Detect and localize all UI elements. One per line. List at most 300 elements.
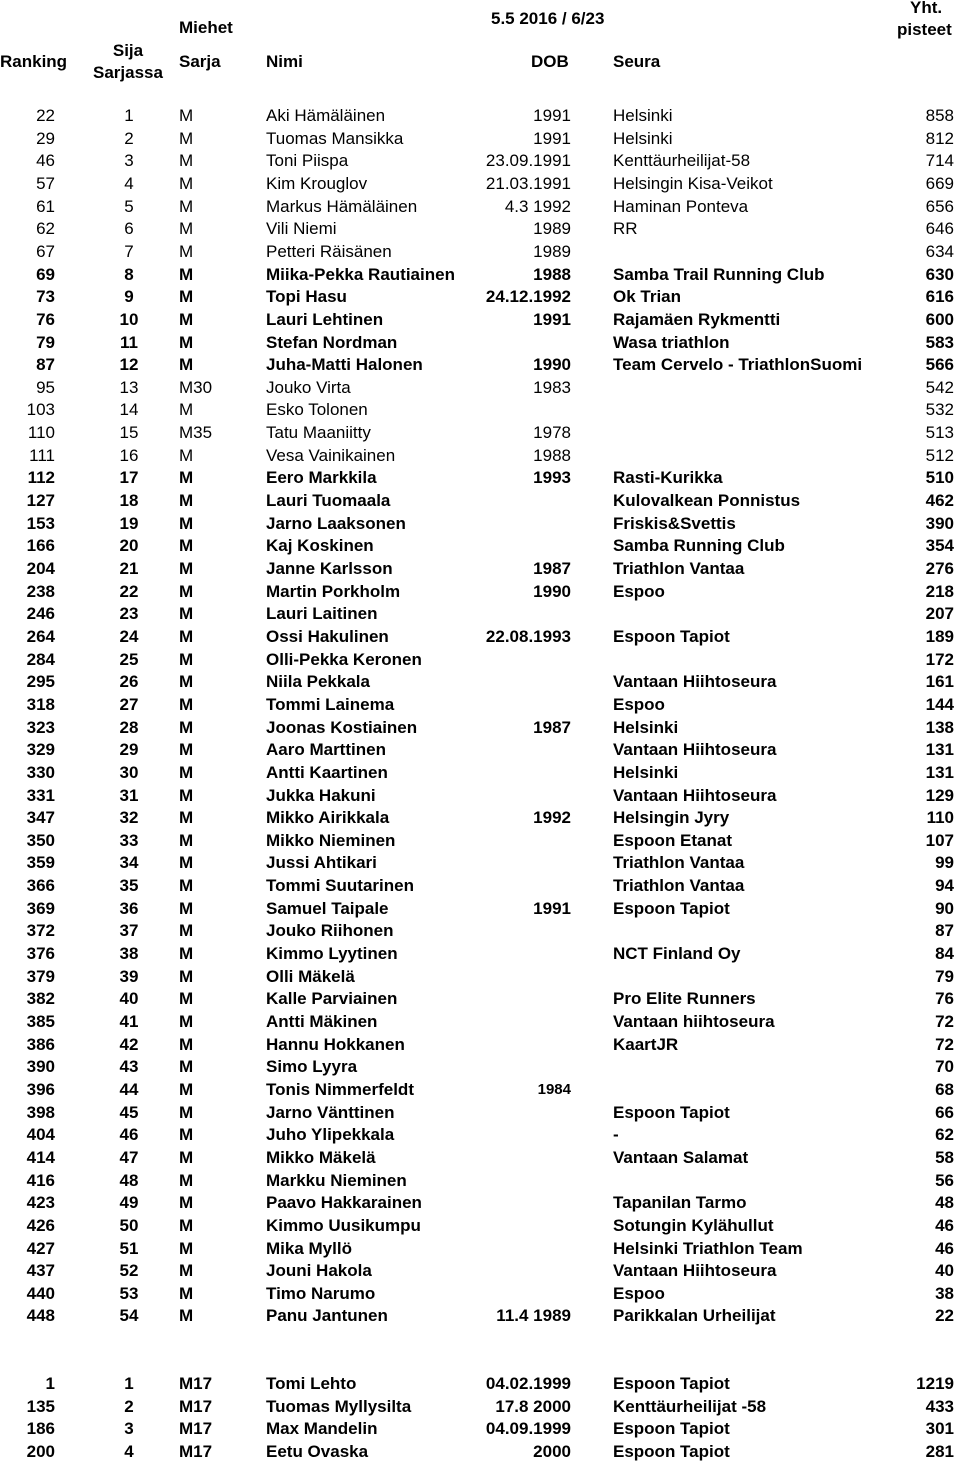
sija-cell: 6 [113,218,145,241]
sarja-cell: M [179,717,193,740]
name-cell: Antti Mäkinen [266,1011,377,1034]
club-cell: Helsinki [613,128,673,151]
ranking-cell: 69 [36,264,55,287]
sarja-cell: M [179,1305,193,1328]
dob-cell: 04.09.1999 [486,1418,571,1441]
sija-cell: 2 [113,1396,145,1419]
sija-cell: 10 [113,309,145,332]
name-cell: Mikko Nieminen [266,830,395,853]
dob-cell: 1989 [533,218,571,241]
sija-cell: 26 [113,671,145,694]
club-cell: Espoo [613,1283,665,1306]
sija-cell: 7 [113,241,145,264]
dob-cell: 1987 [533,717,571,740]
sija-cell: 24 [113,626,145,649]
ranking-cell: 110 [28,422,55,445]
table-row [0,467,960,490]
sija-cell: 12 [113,354,145,377]
dob-cell: 1993 [533,467,571,490]
name-cell: Kimmo Lyytinen [266,943,398,966]
ranking-cell: 437 [27,1260,55,1283]
points-cell: 48 [935,1192,954,1215]
sarja-cell: M [179,581,193,604]
name-cell: Lauri Lehtinen [266,309,383,332]
ranking-cell: 204 [27,558,55,581]
points-cell: 512 [926,445,954,468]
sarja-cell: M [179,626,193,649]
sarja-cell: M [179,241,193,264]
dob-cell: 4.3 1992 [505,196,571,219]
ranking-cell: 76 [36,309,55,332]
sarja-cell: M [179,535,193,558]
club-cell: Helsingin Kisa-Veikot [613,173,773,196]
table-row [0,649,960,672]
column-header-sarjassa: Sarjassa [88,63,168,83]
sarja-cell: M [179,603,193,626]
sarja-cell: M [179,898,193,921]
ranking-cell: 22 [36,105,55,128]
sija-cell: 41 [113,1011,145,1034]
club-cell: Vantaan hiihtoseura [613,1011,775,1034]
sija-cell: 48 [113,1170,145,1193]
sarja-cell: M [179,1034,193,1057]
ranking-cell: 386 [27,1034,55,1057]
sarja-cell: M30 [179,377,212,400]
table-row [0,150,960,173]
points-cell: 513 [926,422,954,445]
ranking-cell: 390 [27,1056,55,1079]
sija-cell: 17 [113,467,145,490]
column-header-sarja: Sarja [179,52,221,72]
table-row [0,898,960,921]
club-cell: Helsinki [613,762,678,785]
club-cell: Team Cervelo - TriathlonSuomi [613,354,862,377]
sarja-cell: M [179,173,193,196]
club-cell: Helsinki Triathlon Team [613,1238,803,1261]
name-cell: Max Mandelin [266,1418,377,1441]
points-cell: 99 [935,852,954,875]
points-cell: 858 [926,105,954,128]
dob-cell: 1978 [533,422,571,445]
table-row [0,128,960,151]
club-cell: Helsingin Jyry [613,807,729,830]
dob-cell: 24.12.1992 [486,286,571,309]
ranking-cell: 135 [27,1396,55,1419]
sija-cell: 1 [113,1373,145,1396]
table-row [0,875,960,898]
ranking-cell: 238 [27,581,55,604]
sarja-cell: M [179,1215,193,1238]
club-cell: Triathlon Vantaa [613,852,744,875]
points-cell: 144 [926,694,954,717]
sarja-cell: M [179,1056,193,1079]
sija-cell: 19 [113,513,145,536]
sija-cell: 31 [113,785,145,808]
points-cell: 38 [935,1283,954,1306]
table-row [0,558,960,581]
name-cell: Olli Mäkelä [266,966,355,989]
table-row [0,1283,960,1306]
table-row [0,1215,960,1238]
sarja-cell: M [179,1011,193,1034]
table-row [0,241,960,264]
ranking-cell: 103 [27,399,55,422]
club-cell: Kenttäurheilijat-58 [613,150,750,173]
dob-cell: 21.03.1991 [486,173,571,196]
points-cell: 84 [935,943,954,966]
dob-cell: 1988 [533,264,571,287]
name-cell: Toni Piispa [266,150,348,173]
name-cell: Jukka Hakuni [266,785,376,808]
name-cell: Juho Ylipekkala [266,1124,394,1147]
club-cell: Espoo [613,581,665,604]
sarja-cell: M17 [179,1373,212,1396]
sija-cell: 14 [113,399,145,422]
sija-cell: 37 [113,920,145,943]
name-cell: Niila Pekkala [266,671,370,694]
points-cell: 87 [935,920,954,943]
points-cell: 390 [926,513,954,536]
sarja-cell: M [179,1124,193,1147]
name-cell: Vesa Vainikainen [266,445,395,468]
name-cell: Panu Jantunen [266,1305,388,1328]
table-row [0,173,960,196]
table-row [0,422,960,445]
ranking-cell: 329 [27,739,55,762]
ranking-cell: 46 [36,150,55,173]
table-row [0,1260,960,1283]
name-cell: Tuomas Mansikka [266,128,403,151]
points-cell: 281 [926,1441,954,1463]
points-cell: 630 [926,264,954,287]
table-row [0,535,960,558]
name-cell: Aaro Marttinen [266,739,386,762]
sija-cell: 51 [113,1238,145,1261]
dob-cell: 1991 [533,898,571,921]
sija-cell: 9 [113,286,145,309]
ranking-cell: 416 [27,1170,55,1193]
points-cell: 107 [926,830,954,853]
name-cell: Jussi Ahtikari [266,852,377,875]
ranking-cell: 382 [27,988,55,1011]
table-row [0,785,960,808]
ranking-cell: 376 [27,943,55,966]
points-cell: 276 [926,558,954,581]
sija-cell: 39 [113,966,145,989]
sarja-cell: M [179,807,193,830]
name-cell: Jouko Riihonen [266,920,394,943]
ranking-cell: 112 [28,467,55,490]
ranking-cell: 372 [27,920,55,943]
dob-cell: 1990 [533,354,571,377]
table-row [0,830,960,853]
club-cell: Pro Elite Runners [613,988,756,1011]
points-cell: 66 [935,1102,954,1125]
table-row [0,354,960,377]
sarja-cell: M [179,286,193,309]
club-cell: KaartJR [613,1034,678,1057]
table-row [0,739,960,762]
points-cell: 462 [926,490,954,513]
dob-cell: 1984 [538,1079,571,1102]
sija-cell: 43 [113,1056,145,1079]
points-cell: 218 [926,581,954,604]
sija-cell: 52 [113,1260,145,1283]
ranking-cell: 318 [27,694,55,717]
name-cell: Tuomas Myllysilta [266,1396,411,1419]
sarja-cell: M35 [179,422,212,445]
sija-cell: 18 [113,490,145,513]
sija-cell: 28 [113,717,145,740]
ranking-cell: 127 [27,490,55,513]
points-cell: 22 [935,1305,954,1328]
points-cell: 46 [935,1215,954,1238]
table-row [0,717,960,740]
name-cell: Tonis Nimmerfeldt [266,1079,414,1102]
sija-cell: 22 [113,581,145,604]
points-cell: 812 [926,128,954,151]
points-cell: 207 [926,603,954,626]
sarja-cell: M [179,830,193,853]
table-row [0,332,960,355]
ranking-cell: 79 [36,332,55,355]
club-cell: Espoon Tapiot [613,626,730,649]
points-cell: 510 [926,467,954,490]
points-cell: 56 [935,1170,954,1193]
club-cell: Espoon Etanat [613,830,732,853]
sarja-cell: M [179,558,193,581]
ranking-cell: 87 [36,354,55,377]
ranking-cell: 62 [36,218,55,241]
ranking-cell: 350 [27,830,55,853]
dob-cell: 1988 [533,445,571,468]
dob-cell: 17.8 2000 [495,1396,571,1419]
name-cell: Olli-Pekka Keronen [266,649,422,672]
table-row [0,988,960,1011]
sija-cell: 45 [113,1102,145,1125]
ranking-cell: 359 [27,852,55,875]
name-cell: Paavo Hakkarainen [266,1192,422,1215]
table-row [0,286,960,309]
club-cell: Vantaan Hiihtoseura [613,785,776,808]
name-cell: Jarno Laaksonen [266,513,406,536]
points-cell: 532 [926,399,954,422]
sarja-cell: M [179,875,193,898]
dob-cell: 1983 [533,377,571,400]
ranking-cell: 67 [36,241,55,264]
points-cell: 129 [926,785,954,808]
sija-cell: 3 [113,150,145,173]
points-cell: 110 [927,807,954,830]
table-row [0,1011,960,1034]
sarja-cell: M [179,649,193,672]
name-cell: Markus Hämäläinen [266,196,417,219]
club-cell: Samba Running Club [613,535,785,558]
sarja-cell: M [179,1079,193,1102]
points-cell: 669 [926,173,954,196]
ranking-cell: 61 [36,196,55,219]
ranking-cell: 404 [27,1124,55,1147]
ranking-cell: 379 [27,966,55,989]
table-row [0,920,960,943]
sarja-cell: M [179,399,193,422]
ranking-cell: 73 [36,286,55,309]
table-row [0,196,960,219]
points-cell: 70 [935,1056,954,1079]
points-cell: 433 [926,1396,954,1419]
sija-cell: 3 [113,1418,145,1441]
club-cell: Sotungin Kylähullut [613,1215,774,1238]
ranking-cell: 246 [27,603,55,626]
name-cell: Jarno Vänttinen [266,1102,394,1125]
ranking-cell: 264 [27,626,55,649]
name-cell: Stefan Nordman [266,332,397,355]
sarja-cell: M [179,762,193,785]
points-cell: 646 [926,218,954,241]
sarja-cell: M [179,490,193,513]
name-cell: Kim Krouglov [266,173,367,196]
ranking-cell: 369 [27,898,55,921]
table-row [0,1418,960,1441]
name-cell: Tommi Lainema [266,694,394,717]
sarja-cell: M [179,966,193,989]
club-cell: Wasa triathlon [613,332,730,355]
ranking-cell: 448 [27,1305,55,1328]
club-cell: Triathlon Vantaa [613,558,744,581]
sarja-cell: M [179,1192,193,1215]
table-row [0,264,960,287]
club-cell: Vantaan Salamat [613,1147,748,1170]
sarja-cell: M [179,332,193,355]
table-row [0,1102,960,1125]
sarja-cell: M [179,513,193,536]
sarja-cell: M [179,920,193,943]
sija-cell: 8 [113,264,145,287]
name-cell: Hannu Hokkanen [266,1034,405,1057]
sija-cell: 4 [113,173,145,196]
name-cell: Kaj Koskinen [266,535,374,558]
ranking-cell: 200 [27,1441,55,1463]
ranking-cell: 166 [27,535,55,558]
sija-cell: 16 [113,445,145,468]
table-row [0,807,960,830]
sija-cell: 32 [113,807,145,830]
ranking-cell: 347 [27,807,55,830]
column-header-dob: DOB [531,52,569,72]
table-row [0,1305,960,1328]
club-cell: Rasti-Kurikka [613,467,723,490]
table-row [0,852,960,875]
sija-cell: 21 [113,558,145,581]
table-row [0,762,960,785]
sija-cell: 33 [113,830,145,853]
dob-cell: 1991 [533,105,571,128]
club-cell: Kenttäurheilijat -58 [613,1396,766,1419]
group-title: Miehet [179,18,233,38]
dob-cell: 11.4 1989 [496,1305,571,1328]
table-row [0,309,960,332]
table-row [0,445,960,468]
sija-cell: 44 [113,1079,145,1102]
sija-cell: 13 [113,377,145,400]
name-cell: Simo Lyyra [266,1056,357,1079]
club-cell: Helsinki [613,717,678,740]
sija-cell: 25 [113,649,145,672]
dob-cell: 1991 [533,309,571,332]
points-cell: 161 [926,671,954,694]
name-cell: Jouko Virta [266,377,351,400]
table-row [0,377,960,400]
club-cell: Friskis&Svettis [613,513,736,536]
sija-cell: 46 [113,1124,145,1147]
sarja-cell: M [179,196,193,219]
name-cell: Tatu Maaniitty [266,422,371,445]
sija-cell: 29 [113,739,145,762]
sarja-cell: M [179,739,193,762]
dob-cell: 1992 [533,807,571,830]
sija-cell: 5 [113,196,145,219]
column-header-ranking: Ranking [0,52,67,72]
points-cell: 656 [926,196,954,219]
table-row [0,671,960,694]
points-cell: 58 [935,1147,954,1170]
points-cell: 583 [926,332,954,355]
points-cell: 40 [935,1260,954,1283]
name-cell: Kimmo Uusikumpu [266,1215,421,1238]
name-cell: Mika Myllö [266,1238,352,1261]
table-row [0,1034,960,1057]
ranking-cell: 331 [27,785,55,808]
sija-cell: 47 [113,1147,145,1170]
club-cell: Helsinki [613,105,673,128]
name-cell: Tommi Suutarinen [266,875,414,898]
club-cell: Samba Trail Running Club [613,264,825,287]
dob-cell: 1990 [533,581,571,604]
table-row [0,399,960,422]
points-cell: 616 [926,286,954,309]
sija-cell: 23 [113,603,145,626]
sarja-cell: M [179,694,193,717]
table-row [0,105,960,128]
name-cell: Vili Niemi [266,218,337,241]
club-cell: Espoon Tapiot [613,1102,730,1125]
sarja-cell: M [179,445,193,468]
ranking-cell: 284 [27,649,55,672]
ranking-cell: 427 [27,1238,55,1261]
sarja-cell: M17 [179,1441,212,1463]
club-cell: Espoon Tapiot [613,898,730,921]
column-header-seura: Seura [613,52,660,72]
points-cell: 172 [926,649,954,672]
sija-cell: 34 [113,852,145,875]
club-cell: Triathlon Vantaa [613,875,744,898]
club-cell: Espoon Tapiot [613,1373,730,1396]
table-row [0,1396,960,1419]
name-cell: Mikko Airikkala [266,807,389,830]
ranking-cell: 426 [27,1215,55,1238]
sarja-cell: M [179,1283,193,1306]
sarja-cell: M [179,785,193,808]
points-cell: 90 [935,898,954,921]
sarja-cell: M [179,309,193,332]
table-row [0,1147,960,1170]
sarja-cell: M [179,988,193,1011]
sarja-cell: M [179,671,193,694]
table-row [0,603,960,626]
ranking-cell: 366 [27,875,55,898]
sija-cell: 54 [113,1305,145,1328]
sarja-cell: M17 [179,1396,212,1419]
